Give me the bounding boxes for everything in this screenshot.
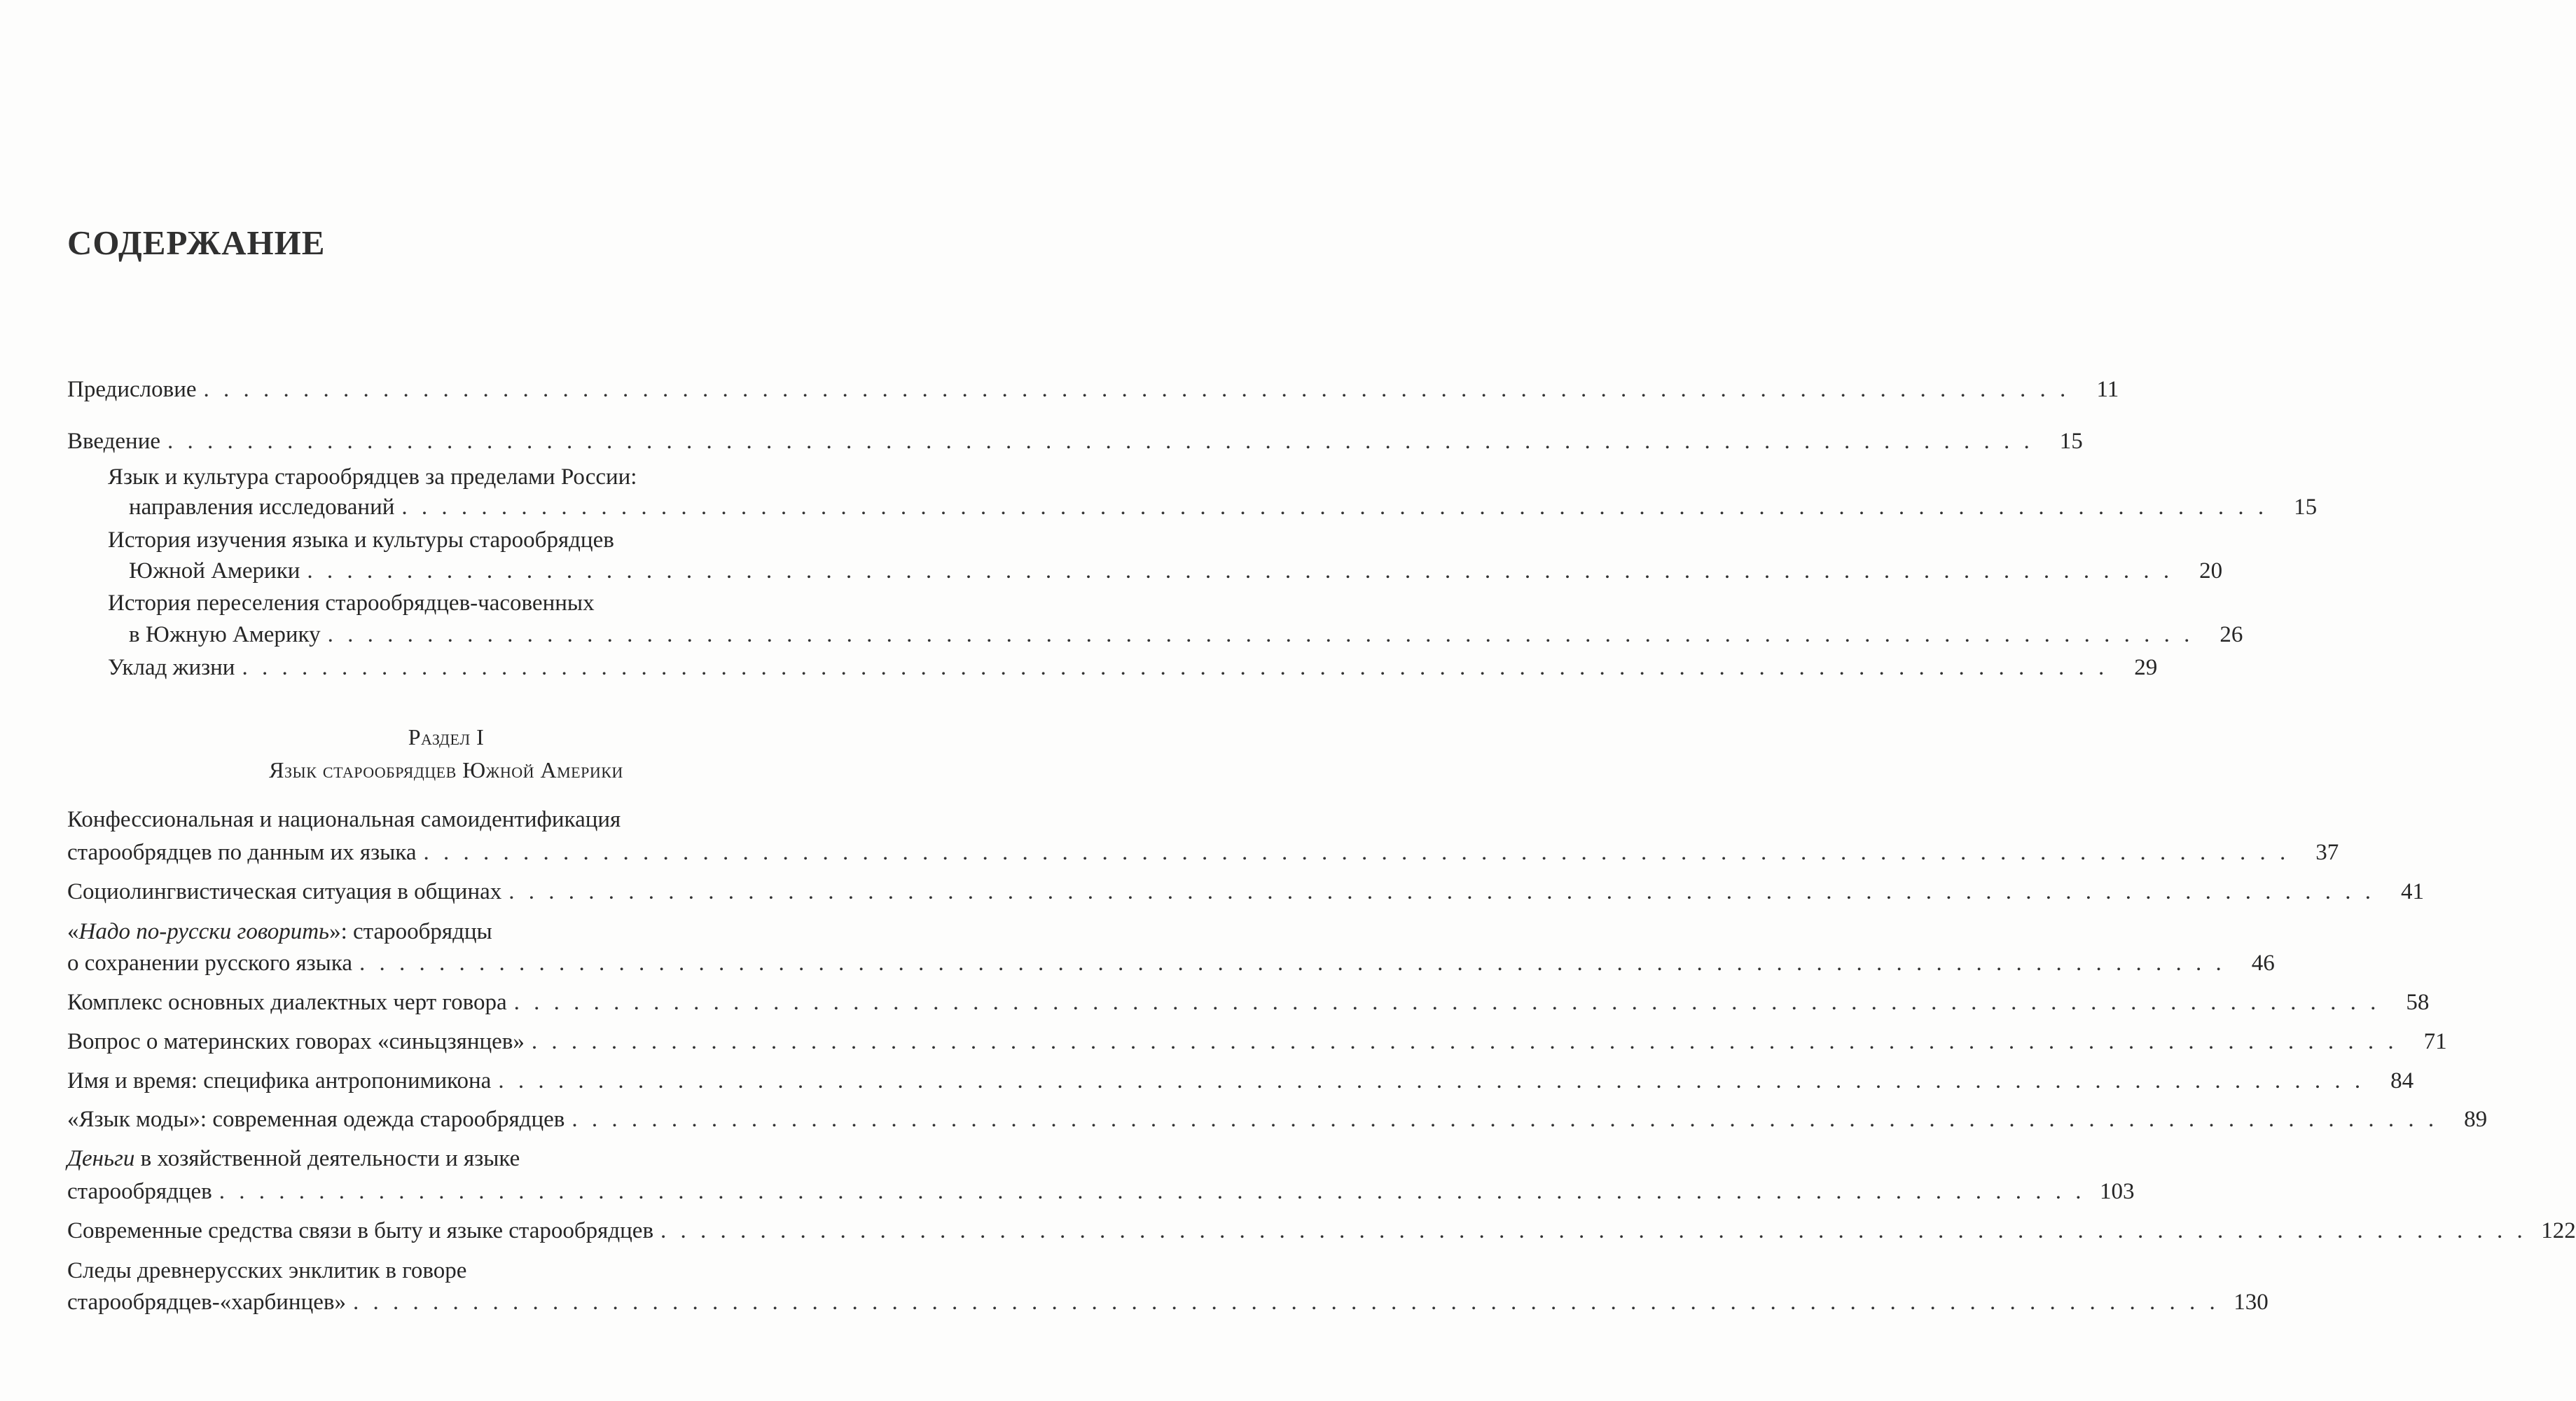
toc-page-number: 29 [2134, 655, 2158, 680]
toc-entry-title: Комплекс основных диалектных черт говора [67, 990, 507, 1015]
leader-dots: . . . . . . . . . . . . . . . . . . . . . . . . . . . . . . . . . . . . . . . . . . . . . . . . . . . . . . . . . . . . . . . . . . . . . . . . . . . . . . . . . . . . . . . . . . . . . . [572, 1107, 2439, 1132]
toc-page-number: 71 [2423, 1029, 2447, 1054]
toc-entry-title: Южной Америки [129, 558, 300, 584]
toc-page-number: 58 [2406, 990, 2430, 1015]
toc-page-number: 89 [2464, 1107, 2488, 1132]
toc-page-number: 41 [2401, 879, 2425, 904]
toc-entry-e1[interactable] [67, 838, 2339, 867]
toc-entry-title: старообрядцев [67, 1179, 212, 1204]
leader-dots: . . . . . . . . . . . . . . . . . . . . . . . . . . . . . . . . . . . . . . . . . . . . . . . . . . . . . . . . . . . . . . . . . . . . . . . . . . . . . . . . . . . . . . . . . . . . . . [203, 377, 2070, 402]
toc-entry-italic: Надо по-русски говорить [78, 919, 330, 944]
leader-dots: . . . . . . . . . . . . . . . . . . . . . . . . . . . . . . . . . . . . . . . . . . . . . . . . . . . . . . . . . . . . . . . . . . . . . . . . . . . . . . . . . . . . . . . . . . . . . . [423, 840, 2290, 865]
leader-dots: . . . . . . . . . . . . . . . . . . . . . . . . . . . . . . . . . . . . . . . . . . . . . . . . . . . . . . . . . . . . . . . . . . . . . . . . . . . . . . . . . . . . . . . . . . . . . . [327, 622, 2194, 647]
toc-entry-e6[interactable] [67, 1067, 2414, 1095]
toc-entry-title: Введение [67, 429, 161, 454]
toc-page-number: 130 [2234, 1290, 2269, 1315]
toc-entry-italic: Деньги [67, 1146, 135, 1171]
toc-entry-e9[interactable] [67, 1217, 2576, 1245]
leader-dots: . . . . . . . . . . . . . . . . . . . . . . . . . . . . . . . . . . . . . . . . . . . . . . . . . . . . . . . . . . . . . . . . . . . . . . . . . . . . . . . . . . . . . . . . . . . . . . [359, 951, 2226, 976]
toc-entry-line[interactable]: Конфессиональная и национальная самоидентификация [67, 807, 621, 832]
leader-dots: . . . . . . . . . . . . . . . . . . . . . . . . . . . . . . . . . . . . . . . . . . . . . . . . . . . . . . . . . . . . . . . . . . . . . . . . . . . . . . . . . . . . . . . . . . . . . . [242, 655, 2109, 680]
toc-entry-title: Уклад жизни [108, 655, 235, 680]
toc-page-number: 103 [2100, 1179, 2135, 1204]
leader-dots: . . . . . . . . . . . . . . . . . . . . . . . . . . . . . . . . . . . . . . . . . . . . . . . . . . . . . . . . . . . . . . . . . . . . . . . . . . . . . . . . . . . . . . . . . . . . . . [219, 1179, 2086, 1204]
leader-dots: . . . . . . . . . . . . . . . . . . . . . . . . . . . . . . . . . . . . . . . . . . . . . . . . . . . . . . . . . . . . . . . . . . . . . . . . . . . . . . . . . . . . . . . . . . . . . . [307, 558, 2174, 584]
leader-dots: . . . . . . . . . . . . . . . . . . . . . . . . . . . . . . . . . . . . . . . . . . . . . . . . . . . . . . . . . . . . . . . . . . . . . . . . . . . . . . . . . . . . . . . . . . . . . . [531, 1029, 2398, 1054]
toc-subentry-intro-2[interactable] [129, 557, 2223, 585]
toc-page-number: 11 [2096, 377, 2119, 402]
toc-page-number: 26 [2220, 622, 2243, 647]
toc-subentry-intro-3[interactable] [129, 621, 2243, 649]
toc-entry-title: в Южную Америку [129, 622, 321, 647]
section-label: Раздел I [408, 724, 485, 750]
toc-page-number: 15 [2059, 429, 2083, 454]
toc-entry-title: Вопрос о материнских говорах «синьцзянцев» [67, 1029, 525, 1054]
toc-entry-preface[interactable] [67, 375, 2119, 403]
toc-entry-title: Предисловие [67, 377, 197, 402]
toc-entry-e7[interactable] [67, 1105, 2488, 1133]
leader-dots: . . . . . . . . . . . . . . . . . . . . . . . . . . . . . . . . . . . . . . . . . . . . . . . . . . . . . . . . . . . . . . . . . . . . . . . . . . . . . . . . . . . . . . . . . . . . . . [513, 990, 2381, 1015]
toc-subentry-intro-4[interactable] [108, 654, 2158, 682]
toc-entry-intro[interactable] [67, 427, 2083, 455]
toc-page-number: 20 [2199, 558, 2223, 584]
toc-entry-title: Современные средства связи в быту и языке старообрядцев [67, 1218, 654, 1243]
leader-dots: . . . . . . . . . . . . . . . . . . . . . . . . . . . . . . . . . . . . . . . . . . . . . . . . . . . . . . . . . . . . . . . . . . . . . . . . . . . . . . . . . . . . . . . . . . . . . . [167, 429, 2034, 454]
toc-subentry-line[interactable]: История изучения языка и культуры старообрядцев [108, 527, 614, 553]
toc-subentry-line[interactable]: История переселения старообрядцев-часовенных [108, 591, 595, 616]
toc-subentry-line[interactable]: Язык и культура старообрядцев за пределами России: [108, 464, 637, 490]
toc-entry-rest: в хозяйственной деятельности и языке [134, 1146, 520, 1171]
toc-entry-e2[interactable] [67, 878, 2425, 906]
page-title: СОДЕРЖАНИЕ [67, 223, 326, 262]
leader-dots: . . . . . . . . . . . . . . . . . . . . . . . . . . . . . . . . . . . . . . . . . . . . . . . . . . . . . . . . . . . . . . . . . . . . . . . . . . . . . . . . . . . . . . . . . . . . . . [508, 879, 2376, 904]
toc-entry-title: старообрядцев по данным их языка [67, 840, 417, 865]
toc-page-number: 84 [2390, 1068, 2414, 1093]
toc-entry-line[interactable]: Следы древнерусских энклитик в говоре [67, 1258, 467, 1283]
toc-entry-e3[interactable] [67, 949, 2275, 977]
toc-subentry-intro-1[interactable] [129, 493, 2318, 521]
toc-page-number: 15 [2294, 495, 2318, 520]
toc-entry-line[interactable] [67, 918, 492, 946]
toc-entry-e8[interactable] [67, 1178, 2135, 1206]
section-title: Язык старообрядцев Южной Америки [269, 757, 623, 782]
toc-entry-title: старообрядцев-«харбинцев» [67, 1290, 346, 1315]
toc-entry-title: «Язык моды»: современная одежда старообрядцев [67, 1107, 565, 1132]
toc-page-number: 122 [2541, 1218, 2576, 1243]
open-quote: « [67, 919, 79, 944]
toc-entry-title: Имя и время: специфика антропонимикона [67, 1068, 492, 1093]
leader-dots: . . . . . . . . . . . . . . . . . . . . . . . . . . . . . . . . . . . . . . . . . . . . . . . . . . . . . . . . . . . . . . . . . . . . . . . . . . . . . . . . . . . . . . . . . . . . . . [660, 1218, 2527, 1243]
toc-page-number: 37 [2315, 840, 2339, 865]
toc-entry-line[interactable] [67, 1145, 520, 1173]
toc-entry-title: Социолингвистическая ситуация в общинах [67, 879, 502, 904]
toc-entry-e5[interactable] [67, 1028, 2447, 1056]
leader-dots: . . . . . . . . . . . . . . . . . . . . . . . . . . . . . . . . . . . . . . . . . . . . . . . . . . . . . . . . . . . . . . . . . . . . . . . . . . . . . . . . . . . . . . . . . . . . . . [401, 495, 2269, 520]
toc-page-number: 46 [2251, 951, 2275, 976]
leader-dots: . . . . . . . . . . . . . . . . . . . . . . . . . . . . . . . . . . . . . . . . . . . . . . . . . . . . . . . . . . . . . . . . . . . . . . . . . . . . . . . . . . . . . . . . . . . . . . [352, 1290, 2220, 1315]
toc-entry-e10[interactable] [67, 1288, 2269, 1316]
toc-entry-e4[interactable] [67, 988, 2430, 1016]
toc-entry-title: о сохранении русского языка [67, 951, 353, 976]
toc-entry-rest: »: старообрядцы [329, 919, 492, 944]
toc-entry-title: направления исследований [129, 495, 395, 520]
leader-dots: . . . . . . . . . . . . . . . . . . . . . . . . . . . . . . . . . . . . . . . . . . . . . . . . . . . . . . . . . . . . . . . . . . . . . . . . . . . . . . . . . . . . . . . . . . . . . . [498, 1068, 2365, 1093]
